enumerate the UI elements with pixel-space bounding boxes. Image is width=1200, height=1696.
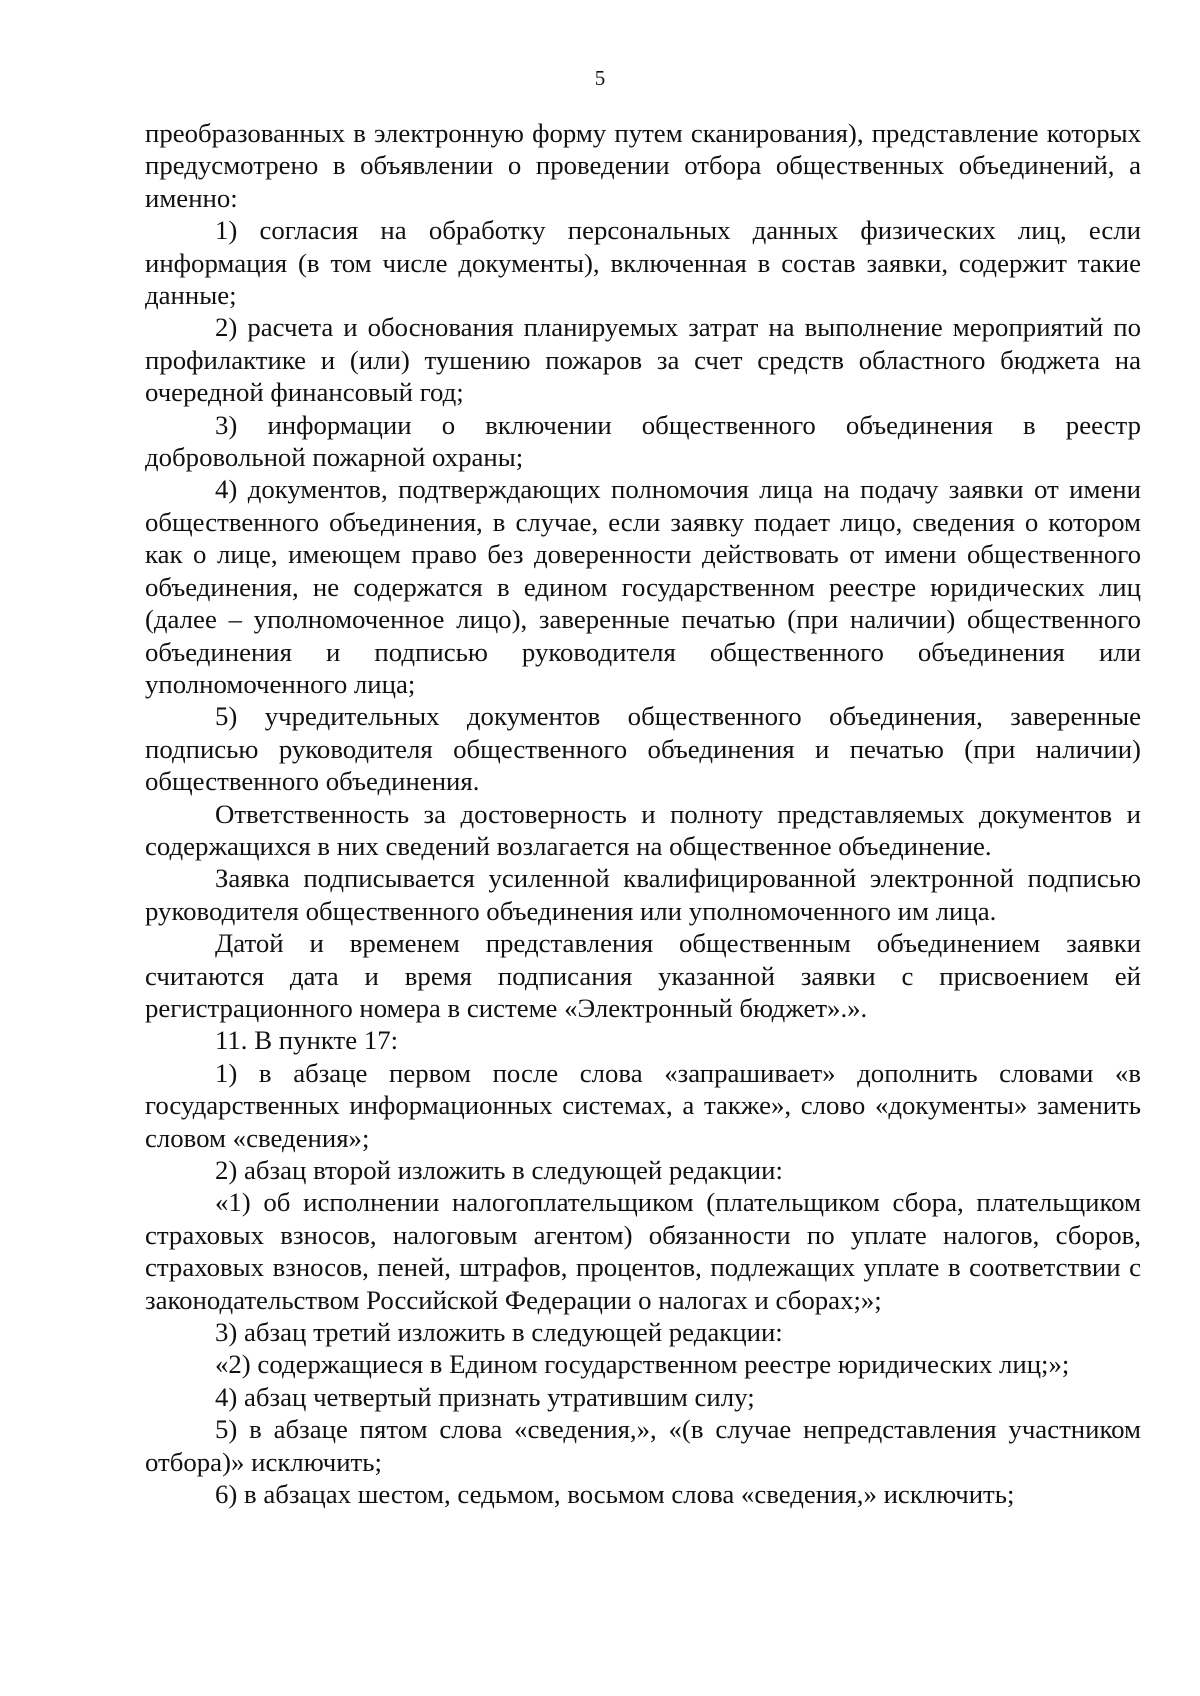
paragraph: 1) согласия на обработку персональных данных физических лиц, если информация (в том числе документы), включенная в состав заявки, содержит такие данные; bbox=[145, 215, 1141, 311]
paragraph: «1) об исполнении налогоплательщиком (плательщиком сбора, плательщиком страховых взносов, налоговым агентом) обязанности по уплате налогов, сборов, страховых взносов, пеней, штрафов, процентов, подлежащих уплате в соответствии с законодательством Российской Федерации о налогах и сборах;»; bbox=[145, 1187, 1141, 1315]
paragraph: 4) документов, подтверждающих полномочия лица на подачу заявки от имени общественного объединения, в случае, если заявку подает лицо, сведения о котором как о лице, имеющем право без доверенности действовать от имени общественного объединения, не содержатся в едином государственном реестре юридических лиц (далее – уполномоченное лицо), заверенные печатью (при наличии) общественного объединения и подписью руководителя общественного объединения или уполномоченного лица; bbox=[145, 474, 1141, 699]
paragraph: 5) учредительных документов общественного объединения, заверенные подписью руководителя общественного объединения и печатью (при наличии) общественного объединения. bbox=[145, 701, 1141, 797]
paragraph: 2) расчета и обоснования планируемых затрат на выполнение мероприятий по профилактике и (или) тушению пожаров за счет средств областного бюджета на очередной финансовый год; bbox=[145, 312, 1141, 408]
paragraph: 2) абзац второй изложить в следующей редакции: bbox=[215, 1155, 783, 1185]
paragraph: 1) в абзаце первом после слова «запрашивает» дополнить словами «в государственных информационных системах, а также», слово «документы» заменить словом «сведения»; bbox=[145, 1057, 1141, 1153]
paragraph: 4) абзац четвертый признать утратившим силу; bbox=[215, 1381, 755, 1412]
paragraph: 6) в абзацах шестом, седьмом, восьмом слова «сведения,» исключить; bbox=[215, 1479, 1015, 1510]
paragraph: «2) содержащиеся в Едином государственном реестре юридических лиц;»; bbox=[215, 1349, 1070, 1380]
page-number: 5 bbox=[594, 66, 606, 90]
paragraph: 5) в абзаце пятом слова «сведения,», «(в случае непредставления участником отбора)» исключить; bbox=[145, 1414, 1141, 1477]
paragraph: Заявка подписывается усиленной квалифицированной электронной подписью руководителя общественного объединения или уполномоченного им лица. bbox=[145, 863, 1141, 926]
paragraph: 3) информации о включении общественного объединения в реестр добровольной пожарной охраны; bbox=[145, 409, 1141, 473]
document-body bbox=[145, 117, 1141, 1510]
paragraph: 11. В пункте 17: bbox=[215, 1025, 399, 1056]
paragraph: Датой и временем представления общественным объединением заявки считаются дата и время подписания указанной заявки с присвоением ей регистрационного номера в системе «Электронный бюджет».». bbox=[145, 928, 1141, 1023]
paragraph: Ответственность за достоверность и полноту представляемых документов и содержащихся в них сведений возлагается на общественное объединение. bbox=[145, 798, 1141, 861]
paragraph: 3) абзац третий изложить в следующей редакции: bbox=[215, 1317, 783, 1348]
paragraph: преобразованных в электронную форму путем сканирования), представление которых предусмотрено в объявлении о проведении отбора общественных объединений, а именно: bbox=[145, 118, 1141, 213]
